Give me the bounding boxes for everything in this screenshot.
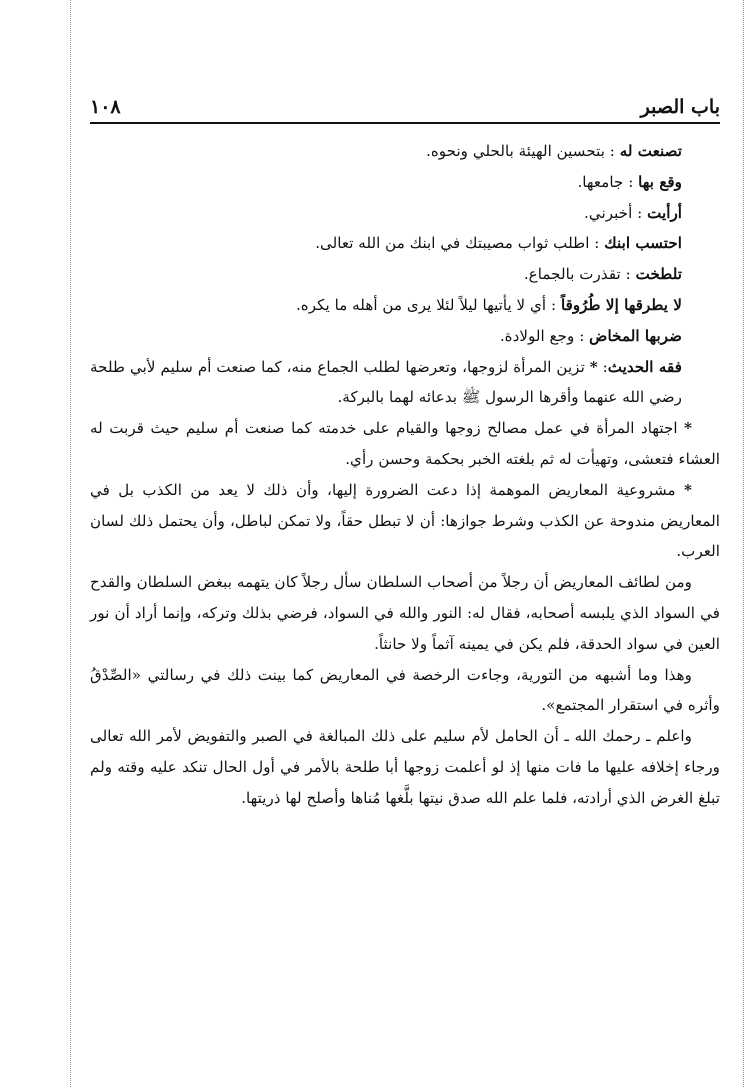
fiqh-point-3: * مشروعية المعاريض الموهمة إذا دعت الضرورة إليها، وأن ذلك لا يعد من الكذب بل في المعاريض مندوحة عن الكذب وشرط جوازها: أن لا تبطل حقاً، ولا تمكن لباطل، وأن يحتمل ذلك لسان العرب. [90,480,720,561]
glossary-definition: جامعها. [577,172,624,191]
book-page [90,84,720,814]
header-rule [90,122,720,124]
bullet-star: * [684,419,692,438]
bullet-star: * [589,357,598,376]
running-title: باب الصبر [640,96,720,118]
page-body [90,136,720,814]
right-margin-dotted-line [743,0,744,1087]
glossary-term: لا يطرقها إلا طُرُوقاً [560,295,682,314]
closing-paragraph: واعلم ـ رحمك الله ـ أن الحامل لأم سليم على ذلك المبالغة في الصبر والتفويض لأمر الله تعالى ورجاء إخلافه عليها ما فات منها إذ لو أعلمت زوجها أبا طلحة بالأمر في أول الحال تنكد عليه وقته ولم تبلغ الغرض الذي أرادته، فلما علم الله صدق نيتها بلَّغها مُناها وأصلح لها ذريتها. [90,727,720,807]
glossary-term: ضربها المخاض [589,326,682,345]
fiqh-point-1: فقه الحديث: * تزين المرأة لزوجها، وتعرضها لطلب الجماع منه، كما صنعت أم سليم لأبي طلحة رضي الله عنهما وأقرها الرسول ﷺ بدعائه لهما بالبركة. [90,357,682,407]
glossary-definition: بتحسين الهيئة بالحلي ونحوه. [426,142,605,160]
glossary-term: أرأيت [647,203,682,222]
glossary-entry: تلطخت : تقذرت بالجماع. [523,265,682,284]
glossary-entry: لا يطرقها إلا طُرُوقاً : أي لا يأتيها ليلاً لئلا يرى من أهله ما يكره. [295,295,682,314]
page-number: ١٠٨ [90,96,121,118]
glossary-definition: وجع الولادة. [499,326,575,345]
glossary-entry: ضربها المخاض : وجع الولادة. [499,326,682,345]
story-paragraph: ومن لطائف المعاريض أن رجلاً من أصحاب السلطان سأل رجلاً كان يتهمه ببغض السلطان والقدح في السواد الذي يلبسه أصحابه، فقال له: النور والله في السواد، فرضي بذلك وتركه، وإنما أراد أن نور العين في سواد الحدقة، فلم يكن في يمينه آثماً ولا حانثاً. [90,573,720,653]
glossary-entry: أرأيت : أخبرني. [584,203,682,222]
glossary-term: تصنعت له [619,142,682,160]
glossary-definition: أي لا يأتيها ليلاً لئلا يرى من أهله ما يكره. [295,295,547,314]
glossary-definition: تقذرت بالجماع. [523,265,621,284]
bullet-star: * [684,480,692,499]
glossary-term: وقع بها [638,172,682,191]
glossary-entry: تصنعت له : بتحسين الهيئة بالحلي ونحوه. [426,142,682,160]
note-paragraph: وهذا وما أشبهه من التورية، وجاءت الرخصة في المعاريض كما بينت ذلك في رسالتي «الصِّدْقُ وأثره في استقرار المجتمع». [90,665,720,715]
glossary-entry: وقع بها : جامعها. [577,172,682,191]
fiqh-point-2: * اجتهاد المرأة في عمل مصالح زوجها والقيام على خدمته كما صنعت أم سليم حيث قربت له العشاء فتعشى، وتهيأت له ثم بلغته الخبر بحكمة وحسن رأي. [90,419,720,468]
left-margin-dotted-line [70,0,71,1087]
glossary-term: احتسب ابنك [604,234,682,253]
glossary-definition: أخبرني. [584,203,633,222]
page-header [90,84,720,118]
glossary-definition: اطلب ثواب مصيبتك في ابنك من الله تعالى. [315,234,590,253]
glossary-term: تلطخت [635,265,682,284]
fiqh-heading: فقه الحديث [607,357,682,376]
glossary-entry: احتسب ابنك : اطلب ثواب مصيبتك في ابنك من الله تعالى. [315,234,682,253]
